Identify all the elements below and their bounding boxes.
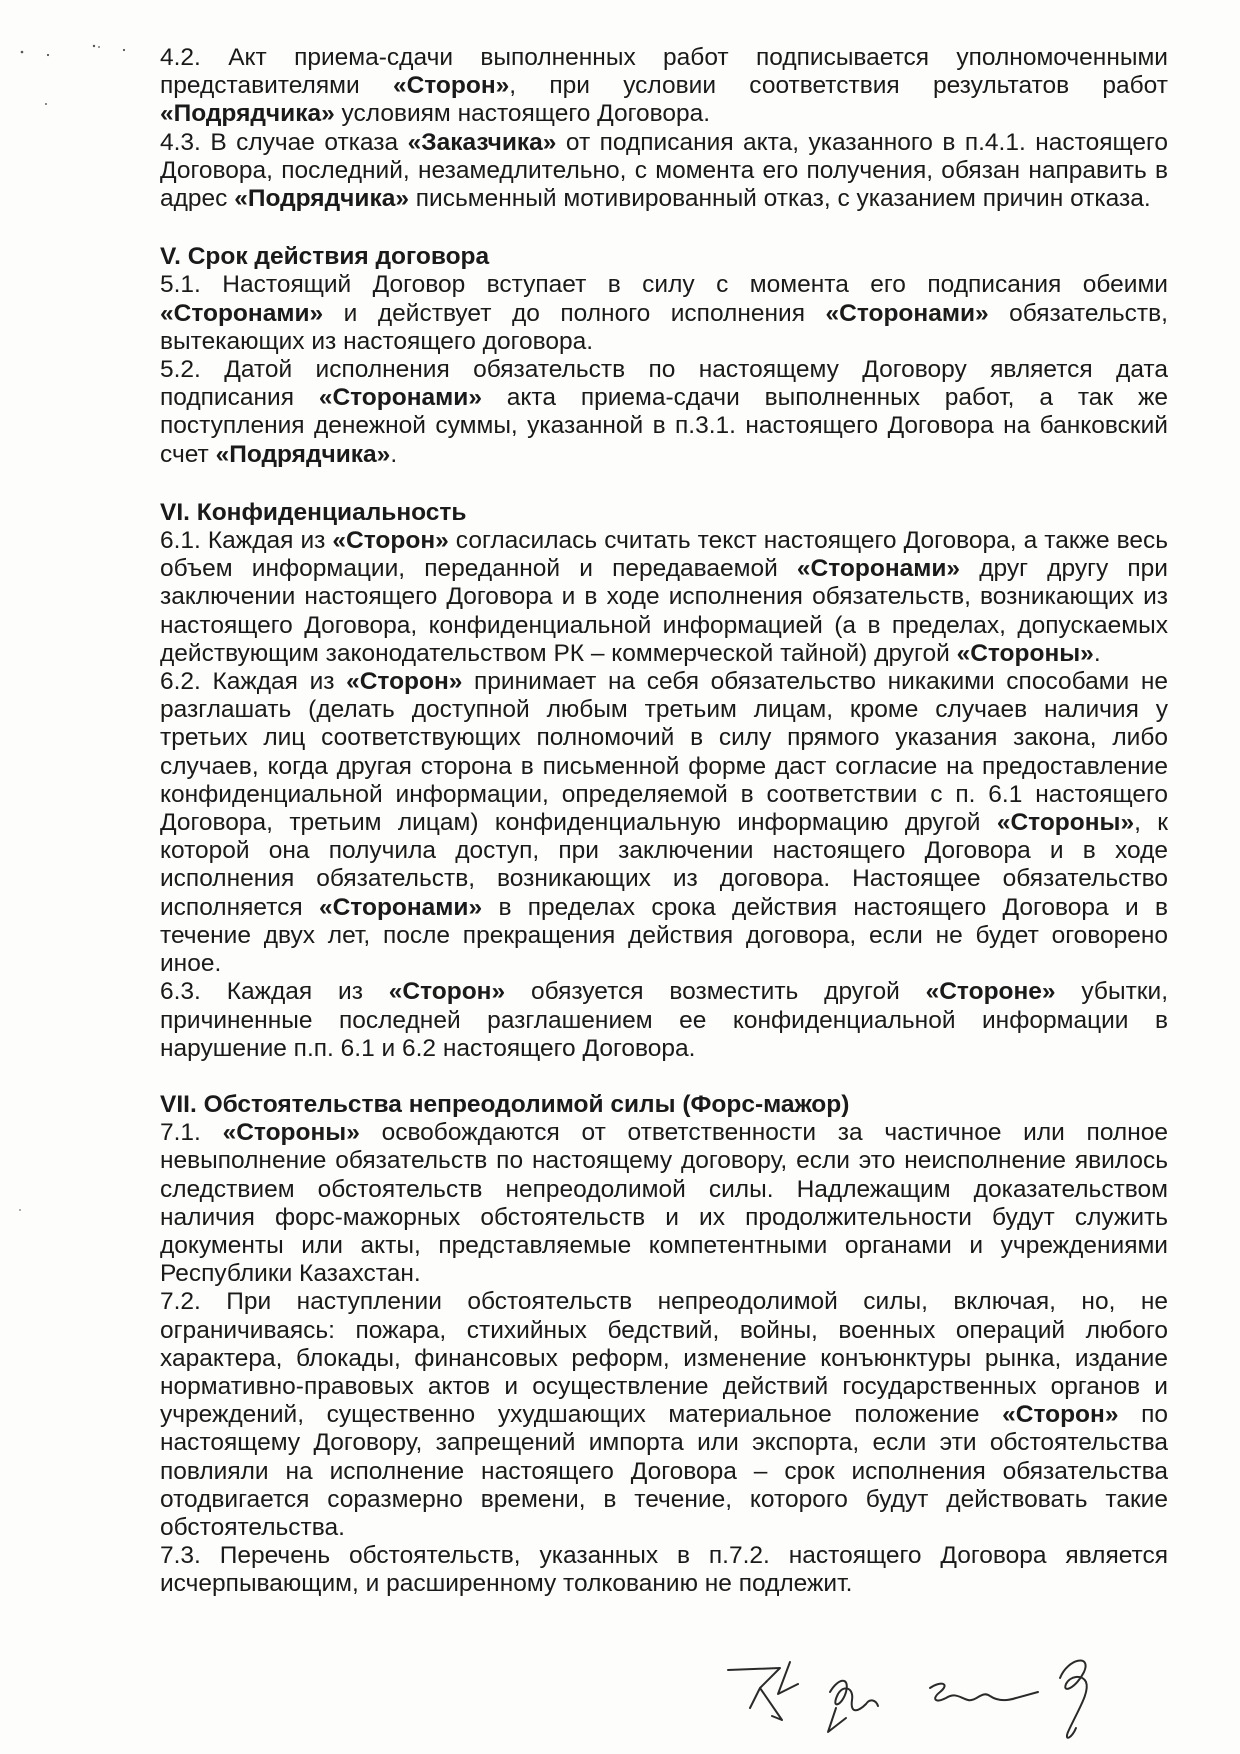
clause-text: 5.1. Настоящий Договор вступает в силу с момента его подписания обеими bbox=[160, 271, 1168, 299]
clause-text: письменный мотивированный отказ, с указанием причин отказа. bbox=[408, 185, 1151, 213]
clause-text: 7.3. Перечень обстоятельств, указанных в п.7.2. настоящего Договора является исчерпывающим, и расширенному толкованию не подлежит. bbox=[160, 1542, 1168, 1598]
clause-7-1 bbox=[160, 1119, 1168, 1288]
section-6-heading: VI. Конфиденциальность bbox=[160, 498, 467, 526]
clause-text: 6.1. Каждая из bbox=[160, 527, 333, 555]
party-term: «Стороны» bbox=[222, 1119, 360, 1147]
section-5-heading: V. Срок действия договора bbox=[160, 243, 490, 271]
party-term: «Подрядчика» bbox=[215, 440, 391, 468]
clause-text: 7.1. bbox=[160, 1119, 223, 1147]
clause-7-3 bbox=[160, 1542, 1168, 1598]
clause-text: . bbox=[390, 440, 398, 468]
clause-text: принимает на себя обязательство никакими способами не разглашать (делать доступной любым третьим лицам, кроме случаев наличия у третьих лиц соответствующих полномочий в силу прямого указания закона, либо случаев, когда другая сторона в письменной форме даст согласие на предоставление конфиденциальной информации, определяемой в соответствии с п. 6.1 настоящего Договора, третьим лицам) конфиденциальную информацию другой bbox=[160, 668, 1168, 837]
party-term: «Сторонами» bbox=[318, 893, 483, 921]
clause-5-2 bbox=[160, 356, 1168, 469]
clause-5-1 bbox=[160, 271, 1168, 356]
clause-text: 6.2. Каждая из bbox=[160, 668, 347, 696]
signature-mark-2 bbox=[828, 1681, 878, 1732]
clause-text: и действует до полного исполнения bbox=[323, 299, 826, 327]
party-term: «Сторон» bbox=[346, 668, 463, 696]
clause-text: 4.3. В случае отказа bbox=[160, 128, 408, 156]
party-term: «Стороны» bbox=[956, 639, 1094, 667]
clause-text: друг другу при заключении настоящего Договора и в ходе исполнения обязательств, возникающих из настоящего Договора, конфиденциальной информацией (а в пределах, допускаемых действующим законодательством РК – коммерческой тайной) другой bbox=[160, 555, 1168, 667]
clause-text: обязательств, вытекающих из настоящего договора. bbox=[160, 299, 1168, 355]
party-term: «Сторон» bbox=[332, 527, 449, 555]
clause-7-2 bbox=[160, 1288, 1168, 1542]
party-term: «Сторонами» bbox=[825, 299, 989, 327]
clause-text: обязуется возместить другой bbox=[505, 978, 926, 1006]
clause-text: 6.3. Каждая из bbox=[160, 978, 389, 1006]
clause-4-2 bbox=[160, 44, 1168, 129]
signature-mark-3 bbox=[930, 1684, 1038, 1701]
clause-text: в пределах срока действия настоящего Договора и в течение двух лет, после прекращения действия договора, если не будет оговорено иное. bbox=[160, 893, 1168, 978]
clause-text: , при условии соответствия результатов работ bbox=[509, 72, 1168, 100]
section-7-heading: VII. Обстоятельства непреодолимой силы (Форс-мажор) bbox=[160, 1090, 850, 1118]
clause-6-3 bbox=[160, 978, 1168, 1063]
clause-text: 7.2. При наступлении обстоятельств непреодолимой силы, включая, но, не ограничиваясь: пожара, стихийных бедствий, войны, военных операций любого характера, блокады, финансовых реформ, изменение конъюнктуры рынка, издание нормативно-правовых актов и осуществление действий государственных органов и учреждений, существенно ухудшающих материальное положение bbox=[160, 1288, 1168, 1429]
clause-text: условиям настоящего Договора. bbox=[334, 100, 711, 128]
clause-6-2 bbox=[160, 668, 1168, 978]
signature-mark-4 bbox=[1060, 1661, 1087, 1738]
party-term: «Сторон» bbox=[392, 72, 510, 100]
party-term: «Сторон» bbox=[1002, 1401, 1119, 1429]
party-term: «Подрядчика» bbox=[160, 100, 335, 128]
signature-mark-1 bbox=[728, 1662, 798, 1720]
party-term: «Стороны» bbox=[996, 809, 1135, 837]
party-term: «Сторон» bbox=[388, 978, 506, 1006]
party-term: «Стороне» bbox=[925, 978, 1056, 1006]
clause-text: по настоящему Договору, запрещений импорта или экспорта, если эти обстоятельства повлияли на исполнение настоящего Договора – срок исполнения обязательства отодвигается соразмерно времени, в течение, которого будут действовать такие обстоятельства. bbox=[160, 1401, 1168, 1541]
clause-text: согласилась считать текст настоящего Договора, а также весь объем информации, переданной и передаваемой bbox=[160, 527, 1169, 583]
party-term: «Сторонами» bbox=[796, 555, 961, 583]
clause-text: . bbox=[1093, 639, 1101, 667]
clause-text: от подписания акта, указанного в п.4.1. настоящего Договора, последний, незамедлительно, с момента его получения, обязан направить в адрес bbox=[160, 128, 1168, 213]
party-term: «Сторонами» bbox=[160, 299, 324, 327]
clause-text: 4.2. Акт приема-сдачи выполненных работ подписывается уполномоченными представителями bbox=[160, 44, 1168, 100]
party-term: «Заказчика» bbox=[407, 128, 557, 156]
party-term: «Подрядчика» bbox=[234, 185, 409, 213]
clause-6-1 bbox=[160, 527, 1168, 668]
clause-text: освобождаются от ответственности за частичное или полное невыполнение обязательств по настоящему договору, если это неисполнение явилось следствием обстоятельств непреодолимой силы. Надлежащим доказательством наличия форс-мажорных обстоятельств и их продолжительности будут служить документы или акты, представляемые компетентными органами и учреждениями Республики Казахстан. bbox=[160, 1119, 1168, 1288]
clause-text: , к которой она получила доступ, при заключении настоящего Договора и в ходе исполнения обязательств, возникающих из договора. Настоящее обязательство исполняется bbox=[160, 809, 1168, 921]
clause-4-3 bbox=[160, 129, 1168, 214]
clause-text: акта приема-сдачи выполненных работ, а так же поступления денежной суммы, указанной в п.3.1. настоящего Договора на банковский счет bbox=[160, 384, 1168, 468]
handwritten-signatures bbox=[720, 1648, 1140, 1748]
clause-text: убытки, причиненные последней разглашением ее конфиденциальной информации в нарушение п.п. 6.1 и 6.2 настоящего Договора. bbox=[160, 978, 1168, 1062]
party-term: «Сторонами» bbox=[318, 384, 482, 412]
clause-text: 5.2. Датой исполнения обязательств по настоящему Договору является дата подписания bbox=[160, 356, 1168, 412]
contract-page bbox=[160, 44, 1168, 1599]
